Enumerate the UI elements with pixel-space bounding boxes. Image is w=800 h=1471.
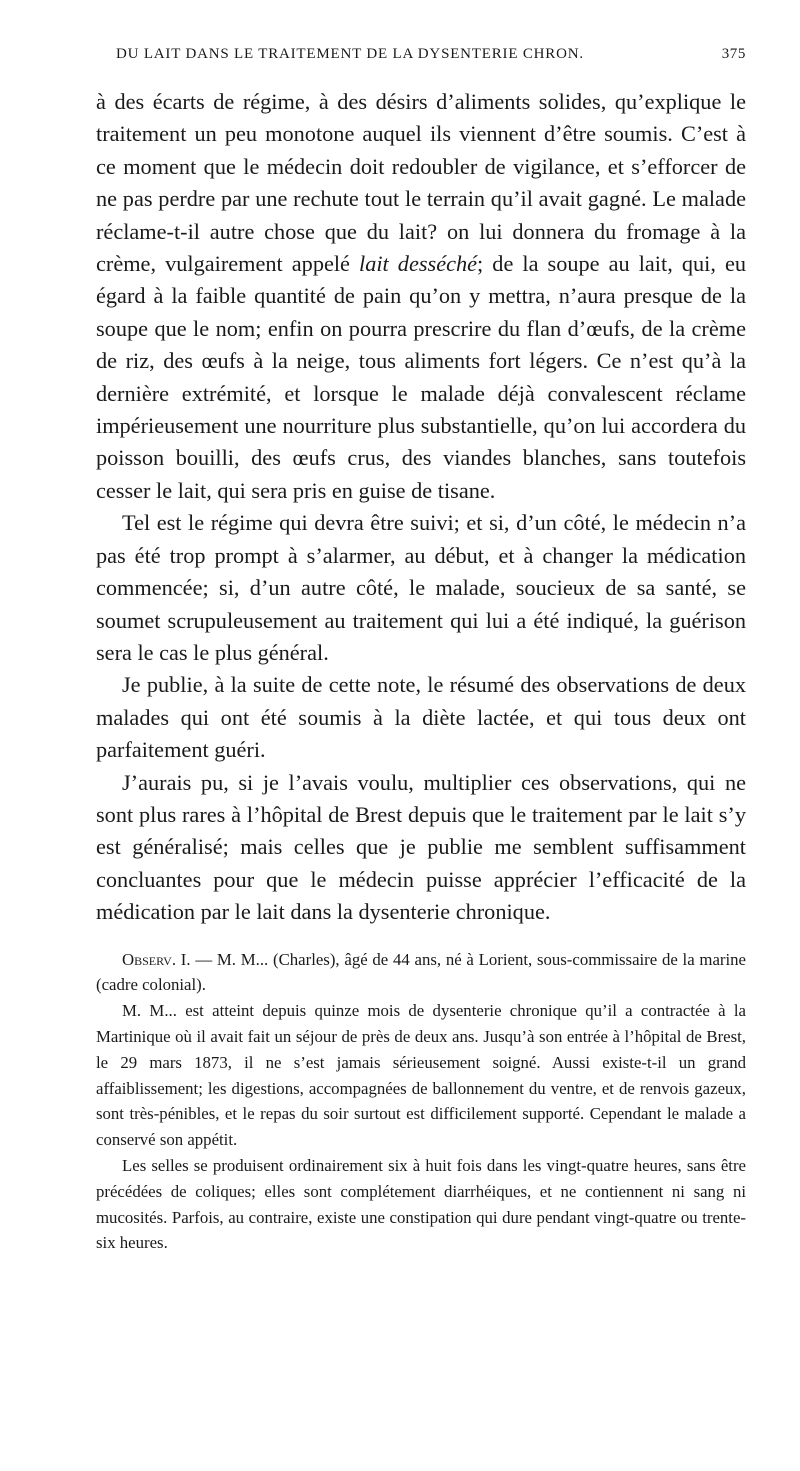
italic-term: lait desséché [359,251,478,277]
paragraph-4: J’aurais pu, si je l’avais voulu, multiplier ces observations, qui ne sont plus rares à l’hôpital de Brest depuis que le traitement par le lait s’y est généralisé; mais celles que je publie me semblent suffisamment concluantes pour que le médecin puisse apprécier l’efficacité de la médication par le lait dans la dysenterie chronique. [96,769,746,925]
body-text [96,86,746,929]
book-page [96,46,746,1256]
paragraph-1-part-a: à des écarts de régime, à des désirs d’aliments solides, qu’explique le traitement un peu monotone auquel ils viennent d’être soumis. C’est à ce moment que le médecin doit redoubler de vigilance, et s’efforcer de ne pas perdre par une rechute tout le terrain qu’il avait gagné. Le malade réclame-t-il autre chose que du lait? on lui donnera du fromage à la crème, vulgairement appelé [96,89,746,277]
paragraph-1 [96,86,746,507]
observation-notes [96,947,746,1257]
observation-paragraph-1: M. M... est atteint depuis quinze mois de dysenterie chronique qu’il a contractée à la Martinique où il avait fait un séjour de près de deux ans. Jusqu’à son entrée à l’hôpital de Brest, le 29 mars 1873, il ne s’est jamais sérieusement soigné. Aussi existe-t-il un grand affaiblissement; les digestions, accompagnées de ballonnement du ventre, et de renvois gazeux, sont très-pénibles, et le repas du soir surtout est difficilement supporté. Cependant le malade a conservé son appétit. [96,1001,746,1150]
running-head [116,46,746,86]
running-title: DU LAIT DANS LE TRAITEMENT DE LA DYSENTERIE CHRON. [116,46,584,62]
paragraph-2: Tel est le régime qui devra être suivi; et si, d’un côté, le médecin n’a pas été trop prompt à s’alarmer, au début, et à changer la médication commencée; si, d’un autre côté, le malade, soucieux de sa santé, se soumet scrupuleusement au traitement qui lui a été indiqué, la guérison sera le cas le plus général. [96,510,746,665]
paragraph-1-part-b: ; de la soupe au lait, qui, eu égard à la faible quantité de pain qu’on y mettra, n’aura presque de la soupe que le nom; enfin on pourra prescrire du flan d’œufs, de la crème de riz, des œufs à la neige, tous aliments fort légers. Ce n’est qu’à la dernière extrémité, et lorsque le malade déjà convalescent réclame impérieusement une nourriture plus substantielle, qu’on lui accordera du poisson bouilli, des œufs crus, des viandes blanches, sans toutefois cesser le lait, qui sera pris en guise de tisane. [96,251,746,503]
page-number: 375 [721,46,746,62]
observation-intro: — M. M... (Charles), âgé de 44 ans, né à Lorient, sous-commissaire de la marine (cadre colonial). [96,949,747,995]
observation-heading [96,947,746,999]
observation-paragraph-2: Les selles se produisent ordinairement six à huit fois dans les vingt-quatre heures, sans être précédées de coliques; elles sont complétement diarrhéiques, et ne contiennent ni sang ni mucosités. Parfois, au contraire, existe une constipation qui dure pendant vingt-quatre ou trente-six heures. [96,1155,746,1253]
paragraph-3: Je publie, à la suite de cette note, le résumé des observations de deux malades qui ont été soumis à la diète lactée, et qui tous deux ont parfaitement guéri. [96,672,746,763]
observation-label: Observ. I. [122,949,191,969]
